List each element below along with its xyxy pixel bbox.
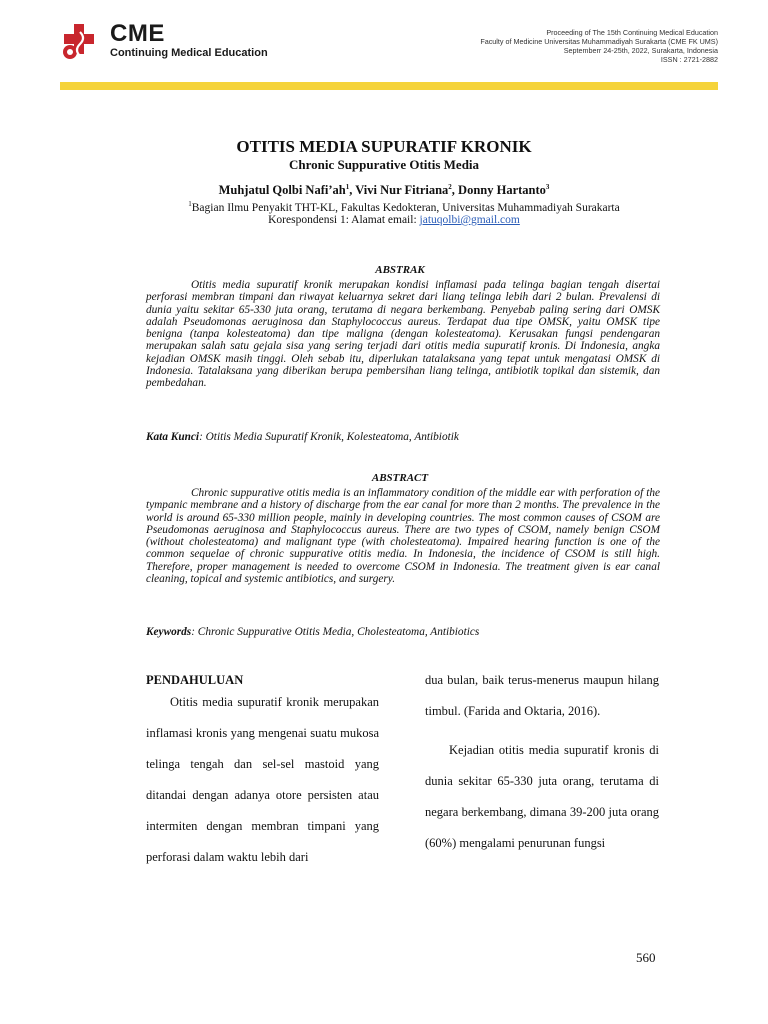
author-sup: 1 <box>345 183 350 191</box>
intro-paragraph: Kejadian otitis media supuratif kronis di dunia sekitar 65-330 juta orang, terutama di negara berkembang, dimana 39-200 juta orang (60%) mengalami penurunan fungsi <box>425 743 659 850</box>
correspondence <box>0 214 768 226</box>
affiliation-sup: 1 <box>188 200 192 208</box>
author-sep: , <box>349 183 356 198</box>
intro-paragraph: dua bulan, baik terus-menerus maupun hilang timbul. (Farida and Oktaria, 2016). <box>425 673 659 718</box>
author-sep: , <box>451 183 459 198</box>
author-name: Donny Hartanto <box>458 183 546 198</box>
author-list <box>0 183 768 198</box>
page-number: 560 <box>636 950 656 965</box>
proceeding-line: Faculty of Medicine Universitas Muhammadiyah Surakarta (CME FK UMS) <box>480 37 718 46</box>
author-sup: 2 <box>448 183 452 191</box>
proceeding-line: Proceeding of The 15th Continuing Medical Education <box>546 28 718 37</box>
abstract-body: Chronic suppurative otitis media is an inflammatory condition of the middle ear with perforation of the tympanic membrane and a history of discharge from the ear canal for more than 2 months. The prevalence in the world is around 65-330 million people, mainly in developing countries. The most common causes of CSOM are Pseudomonas aeruginosa and Staphylococcus aureus. There are two types of CSOM, namely benign CSOM (without cholesteatoma) and malignant type (with cholesteatoma). Impaired hearing function is one of the common sequelae of chronic suppurative otitis media. In Indonesia, the incidence of CSOM is still high. Therefore, proper management is needed to overcome CSOM in Indonesia. The treatment given is ear canal cleaning, topical and systemic antibiotics, and surgery. <box>146 487 660 586</box>
author-name: Muhjatul Qolbi Nafi’ah <box>218 183 346 198</box>
affiliation-text: Bagian Ilmu Penyakit THT-KL, Fakultas Kedokteran, Universitas Muhammadiyah Surakarta <box>191 201 620 214</box>
section-heading: PENDAHULUAN <box>146 673 244 687</box>
logo-title: CME <box>110 20 165 47</box>
header-divider <box>60 82 718 90</box>
keywords-label: Keywords <box>146 626 192 638</box>
correspondence-label: Korespondensi 1: Alamat email: <box>268 214 420 226</box>
abstrak-body: Otitis media supuratif kronik merupakan kondisi inflamasi pada telinga bagian tengah disertai perforasi membran timpani dan riwayat keluarnya sekret dari liang telinga lebih dari 2 bulan. Prevalensi di dunia yaitu sekitar 65-330 juta orang, terutama di negara berkembang. Penyebab paling sering dari OMSK adalah Pseudomonas aeruginosa dan Staphylococcus aureus. Terdapat dua tipe OMSK, yaitu OMSK tipe benigna (tanpa kolesteatoma) dan tipe maligna (dengan kolesteatoma). Kerusakan fungsi pendengaran merupakan salah satu gejala sisa yang sering terjadi dari otitis media supuratif kronis. Di Indonesia, angka kejadian OMSK masih tinggi. Oleh sebab itu, diperlukan tatalaksana yang tepat untuk mengatasi OMSK di Indonesia. Tatalaksana yang diberikan berupa pembersihan liang telinga, antibiotik topikal dan sistemik, dan pembedahan. <box>146 279 660 390</box>
abstract-keywords <box>146 626 666 638</box>
author-sup: 3 <box>545 183 550 191</box>
intro-left-column <box>146 673 379 873</box>
intro-right-column <box>425 673 659 859</box>
abstract-heading: ABSTRACT <box>371 472 429 484</box>
intro-paragraph: Otitis media supuratif kronik merupakan inflamasi kronis yang mengenai suatu mukosa telinga tengah dan sel-sel mastoid yang ditandai dengan adanya otore persisten atau intermiten dengan membran timpani yang perforasi dalam waktu lebih dari <box>146 695 379 864</box>
cme-logo <box>60 20 310 64</box>
paper-subtitle: Chronic Suppurative Otitis Media <box>288 157 480 172</box>
proceeding-line: Septemberr 24-25th, 2022, Surakarta, Indonesia <box>563 46 718 55</box>
paper-title: OTITIS MEDIA SUPURATIF KRONIK <box>236 137 532 156</box>
keywords-text: : Chronic Suppurative Otitis Media, Cholesteatoma, Antibiotics <box>191 626 480 638</box>
abstrak-heading: ABSTRAK <box>375 264 425 276</box>
author-name: Vivi Nur Fitriana <box>355 183 449 198</box>
proceeding-line: ISSN : 2721-2882 <box>660 55 718 64</box>
keywords-text: : Otitis Media Supuratif Kronik, Kolesteatoma, Antibiotik <box>199 431 459 443</box>
correspondence-email-link[interactable]: jatuqolbi@gmail.com <box>419 214 520 226</box>
proceeding-info <box>480 28 718 64</box>
abstrak-keywords <box>146 431 666 443</box>
logo-subtitle: Continuing Medical Education <box>110 47 268 59</box>
cme-cross-icon <box>60 22 102 62</box>
affiliation <box>0 200 768 214</box>
keywords-label: Kata Kunci <box>146 431 200 443</box>
